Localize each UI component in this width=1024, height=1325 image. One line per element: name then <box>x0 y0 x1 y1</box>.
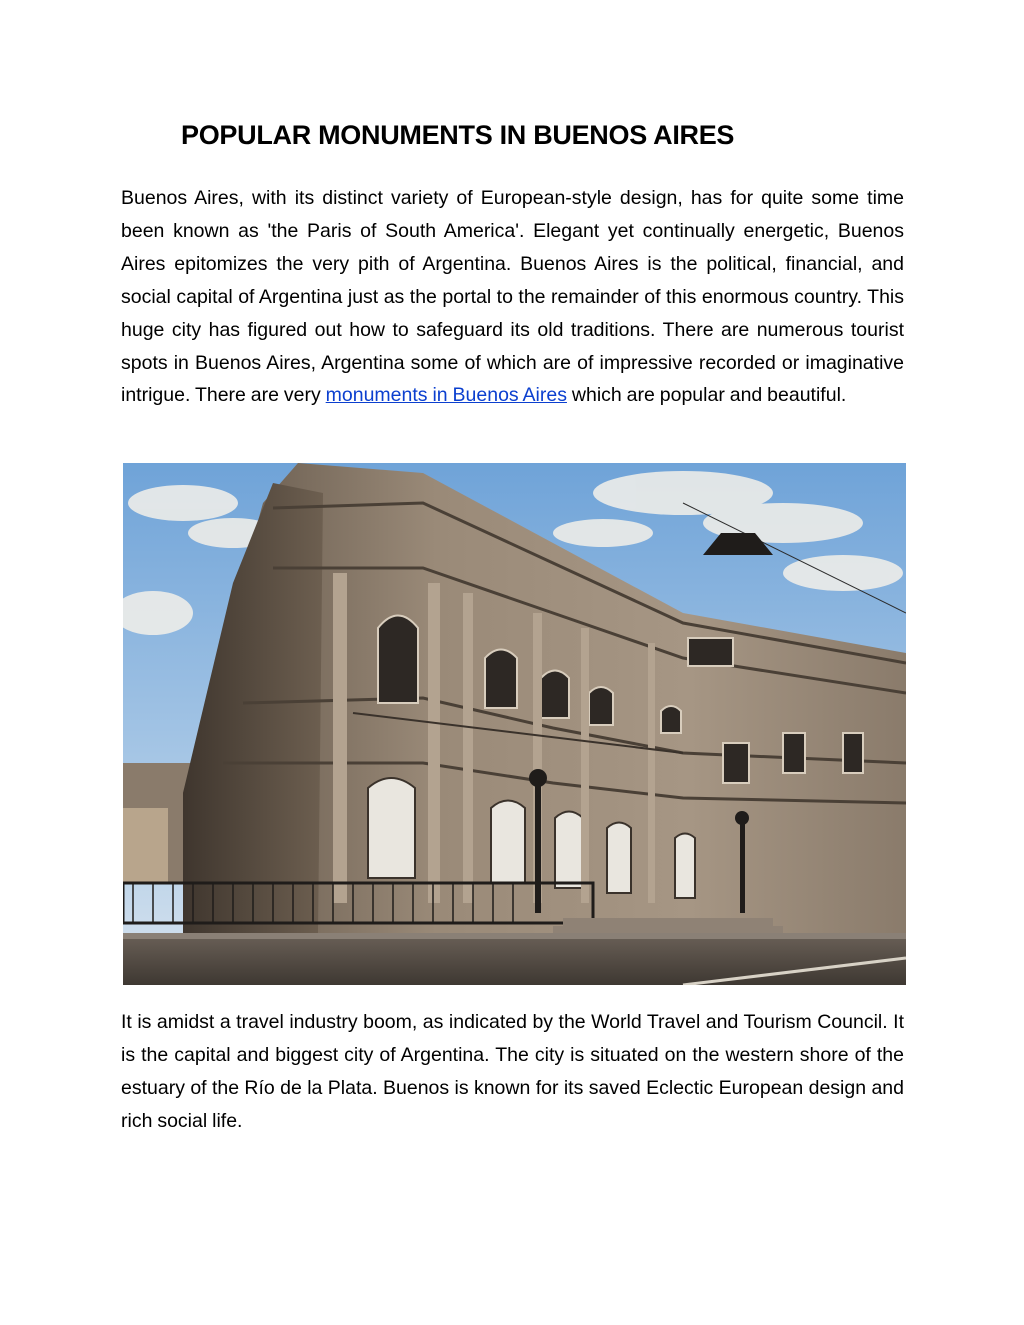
teatro-colon-photo <box>123 463 906 985</box>
body-paragraph: It is amidst a travel industry boom, as indicated by the World Travel and Tourism Council. It is the capital and biggest city of Argentina. The city is situated on the western shore of the estuary of the Río de la Plata. Buenos is known for its saved Eclectic European design and rich social life. <box>121 1011 904 1132</box>
intro-text-before-link: Buenos Aires, with its distinct variety of European-style design, has for quite some time been known as 'the Paris of South America'. Elegant yet continually energetic, Buenos Aires epitomizes the very pith of Argentina. Buenos Aires is the political, financial, and social capital of Argentina just as the portal to the remainder of this enormous country. This huge city has figured out how to safeguard its old traditions. There are numerous tourist spots in Buenos Aires, Argentina some of which are of impressive recorded or imaginative intrigue. There are very <box>121 187 904 407</box>
page-title: POPULAR MONUMENTS IN BUENOS AIRES <box>181 120 735 150</box>
monuments-link[interactable]: monuments in Buenos Aires <box>325 384 567 407</box>
intro-text-after-link: which are popular and beautiful. <box>566 384 847 407</box>
intro-paragraph <box>121 182 904 412</box>
